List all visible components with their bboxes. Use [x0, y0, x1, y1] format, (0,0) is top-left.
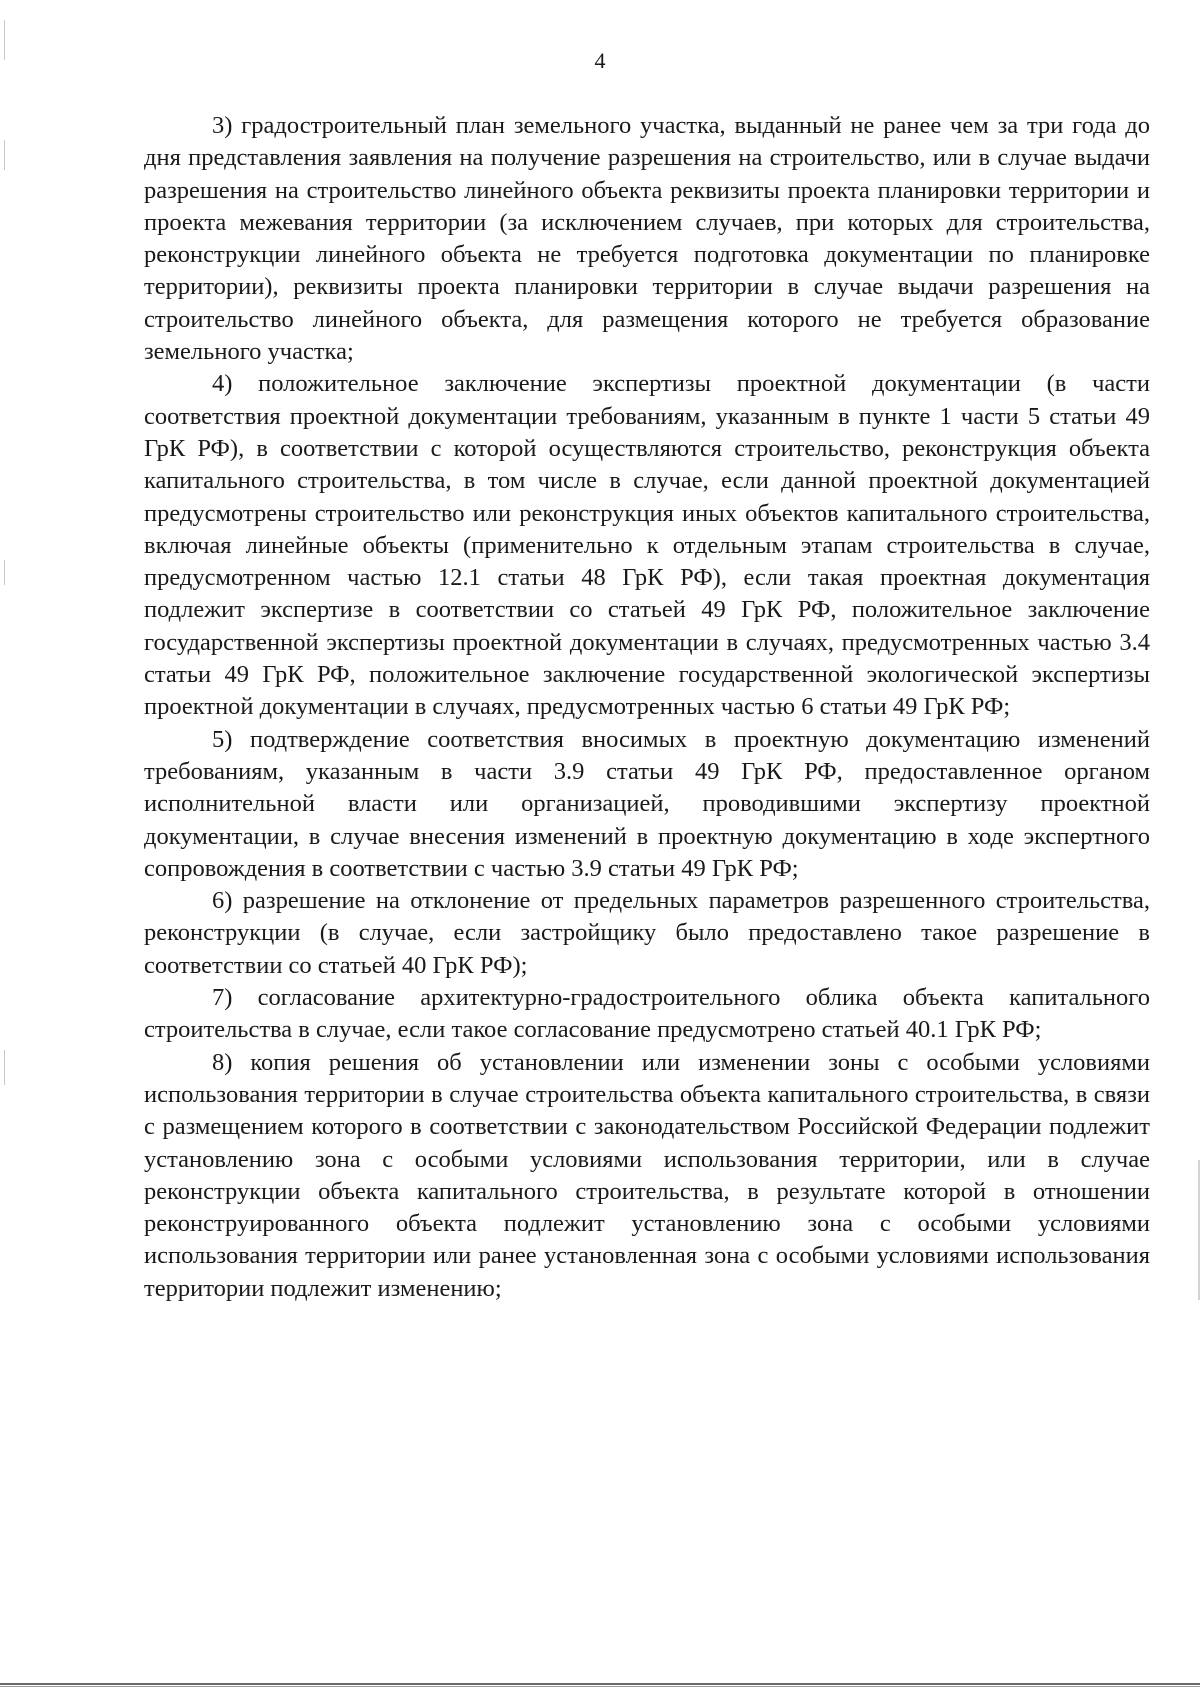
list-item-5: 5) подтверждение соответствия вносимых в проектную документацию изменений требованиям, указанным в части 3.9 статьи 49 ГрК РФ, предоставленное органом исполнительной власти или организацией, проводившими экспертизу проектной документации, в случае внесения изменений в проектную документацию в ходе экспертного сопровождения в соответствии с частью 3.9 статьи 49 ГрК РФ;	[144, 725, 1150, 882]
list-item-7: 7) согласование архитектурно-градостроительного облика объекта капитального строительства в случае, если такое согласование предусмотрено статьей 40.1 ГрК РФ;	[144, 984, 1150, 1044]
scan-edge-marks	[4, 0, 6, 1697]
list-item-4: 4) положительное заключение экспертизы проектной документации (в части соответствия проектной документации требованиям, указанным в пункте 1 части 5 статьи 49 ГрК РФ), в соответствии с которой осуществляются строительство, реконструкция объекта капитального строительства, в том числе в случае, если данной проектной документацией предусмотрены строительство или реконструкция иных объектов капитального строительства, включая линейные объекты (применительно к отдельным этапам строительства в случае, предусмотренном частью 12.1 статьи 48 ГрК РФ), если такая проектная документация подлежит экспертизе в соответствии со статьей 49 ГрК РФ, положительное заключение государственной экспертизы проектной документации в случаях, предусмотренных частью 3.4 статьи 49 ГрК РФ, положительное заключение государственной экологической экспертизы проектной документации в случаях, предусмотренных частью 6 статьи 49 ГрК РФ;	[144, 370, 1150, 721]
list-item-3: 3) градостроительный план земельного участка, выданный не ранее чем за три года до дня представления заявления на получение разрешения на строительство, или в случае выдачи разрешения на строительство линейного объекта реквизиты проекта планировки территории и проекта межевания территории (за исключением случаев, при которых для строительства, реконструкции линейного объекта не требуется подготовка документации по планировке территории), реквизиты проекта планировки территории в случае выдачи разрешения на строительство линейного объекта, для размещения которого не требуется образование земельного участка;	[144, 112, 1150, 366]
scan-bottom-rule-shadow	[0, 1686, 1200, 1687]
document-body	[144, 110, 1150, 1305]
list-item-6: 6) разрешение на отклонение от предельных параметров разрешенного строительства, реконструкции (в случае, если застройщику было предоставлено такое разрешение в соответствии со статьей 40 ГрК РФ);	[144, 887, 1150, 979]
list-item-8: 8) копия решения об установлении или изменении зоны с особыми условиями использования территории в случае строительства объекта капитального строительства, в связи с размещением которого в соответствии с законодательством Российской Федерации подлежит установлению зона с особыми условиями использования территории, или в случае реконструкции объекта капитального строительства, в результате которой в отношении реконструированного объекта подлежит установлению зона с особыми условиями использования территории или ранее установленная зона с особыми условиями использования территории подлежит изменению;	[144, 1048, 1150, 1302]
page-number: 4	[594, 48, 606, 73]
scan-bottom-rule	[0, 1683, 1200, 1685]
